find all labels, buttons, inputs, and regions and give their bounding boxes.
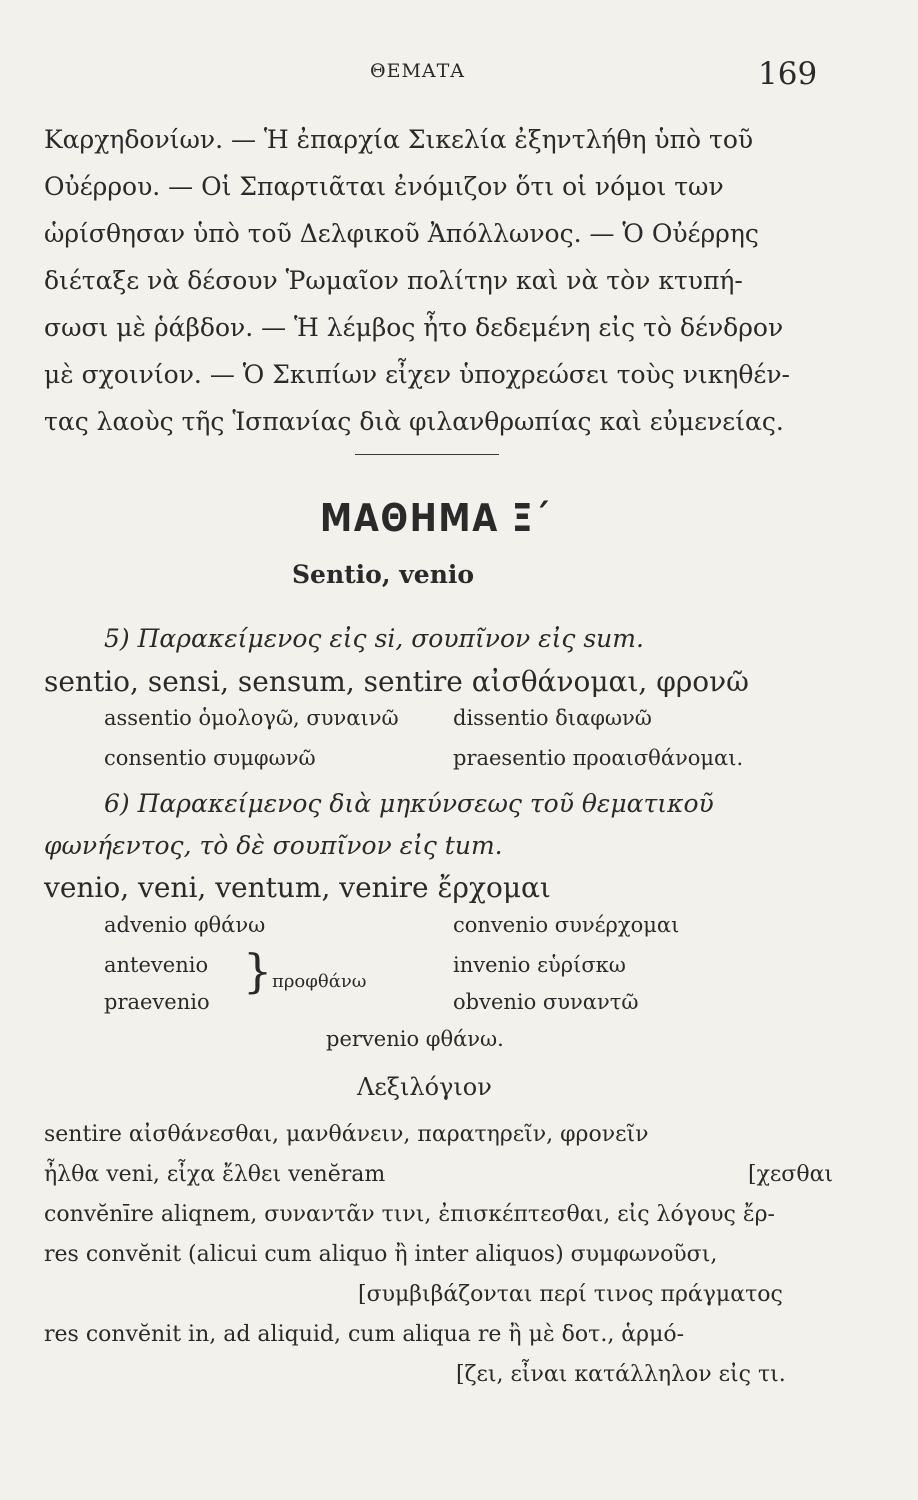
compound-entry: dissentio διαφωνῶ [453,706,652,730]
section-6-heading-cont: φωνήεντος, τὸ δὲ σουπῖνον εἰς tum. [44,831,503,860]
section-5-main-verb: sentio, sensi, sensum, sentire αἰσθάνομαι, φρονῶ [44,665,750,698]
text-line: Καρχηδονίων. — Ἡ ἐπαρχία Σικελία ἐξηντλήθη ὑπὸ τοῦ [44,125,754,154]
shared-meaning: προφθάνω [272,971,367,992]
vocabulary-line: convĕnīre aliqnem, συναντᾶν τινι, ἐπισκέπτεσθαι, εἰς λόγους ἔρ- [44,1202,775,1227]
compound-entry: praesentio προαισθάνομαι. [453,746,744,770]
vocabulary-line: res convĕnit in, ad aliquid, cum aliqua re ἢ μὲ δοτ., ἁρμό- [44,1322,685,1347]
compound-entry: praevenio [104,990,210,1014]
text-line: μὲ σχοινίον. — Ὁ Σκιπίων εἶχεν ὑποχρεώσει τοὺς νικηθέν- [44,360,790,389]
text-line: τας λαοὺς τῆς Ἱσπανίας διὰ φιλανθρωπίας καὶ εὐμενείας. [44,407,784,436]
vocabulary-line: [χεσθαι [748,1162,834,1187]
vocabulary-heading: Λεξιλόγιον [357,1073,492,1101]
running-header: ΘΕΜΑΤΑ [370,60,466,82]
section-5-heading: 5) Παρακείμενος εἰς si, σουπῖνον εἰς sum. [104,624,644,653]
vocabulary-line: sentire αἰσθάνεσθαι, μανθάνειν, παρατηρεῖν, φρονεῖν [44,1122,649,1147]
vocabulary-line: [συμβιβάζονται περί τινος πράγματος [358,1282,783,1307]
section-divider [355,454,499,455]
vocabulary-line: [ζει, εἶναι κατάλληλον εἰς τι. [456,1362,786,1387]
section-6-main-verb: venio, veni, ventum, venire ἔρχομαι [44,871,551,904]
section-6-heading: 6) Παρακείμενος διὰ μηκύνσεως τοῦ θεματικοῦ [104,789,714,818]
text-line: διέταξε νὰ δέσουν Ῥωμαῖον πολίτην καὶ νὰ τὸν κτυπή- [44,266,743,295]
compound-entry: invenio εὑρίσκω [453,953,626,977]
compound-entry: antevenio [104,953,209,977]
vocabulary-line: res convĕnit (alicui cum aliquo ἢ inter aliquos) συμφωνοῦσι, [44,1242,718,1267]
compound-entry: pervenio φθάνω. [326,1027,504,1051]
compound-entry: advenio φθάνω [104,913,266,937]
compound-entry: convenio συνέρχομαι [453,913,680,937]
compound-entry: assentio ὁμολογῶ, συναινῶ [104,706,399,730]
page-number: 169 [758,56,818,92]
lesson-title: ΜΑΘΗΜΑ Ξ΄ [320,496,550,540]
grouping-brace: } [243,944,273,998]
lesson-subtitle: Sentio, venio [292,560,475,589]
text-line: ὡρίσθησαν ὑπὸ τοῦ Δελφικοῦ Ἀπόλλωνος. — Ὁ Οὐέρρης [44,219,759,248]
vocabulary-line: ἦλθα veni, εἶχα ἔλθει venĕram [44,1162,386,1187]
compound-entry: consentio συμφωνῶ [104,746,316,770]
compound-entry: obvenio συναντῶ [453,990,639,1014]
text-line: σωσι μὲ ῥάβδον. — Ἡ λέμβος ἦτο δεδεμένη εἰς τὸ δένδρον [44,313,784,342]
text-line: Οὐέρρου. — Οἱ Σπαρτιᾶται ἐνόμιζον ὅτι οἱ νόμοι των [44,172,724,201]
